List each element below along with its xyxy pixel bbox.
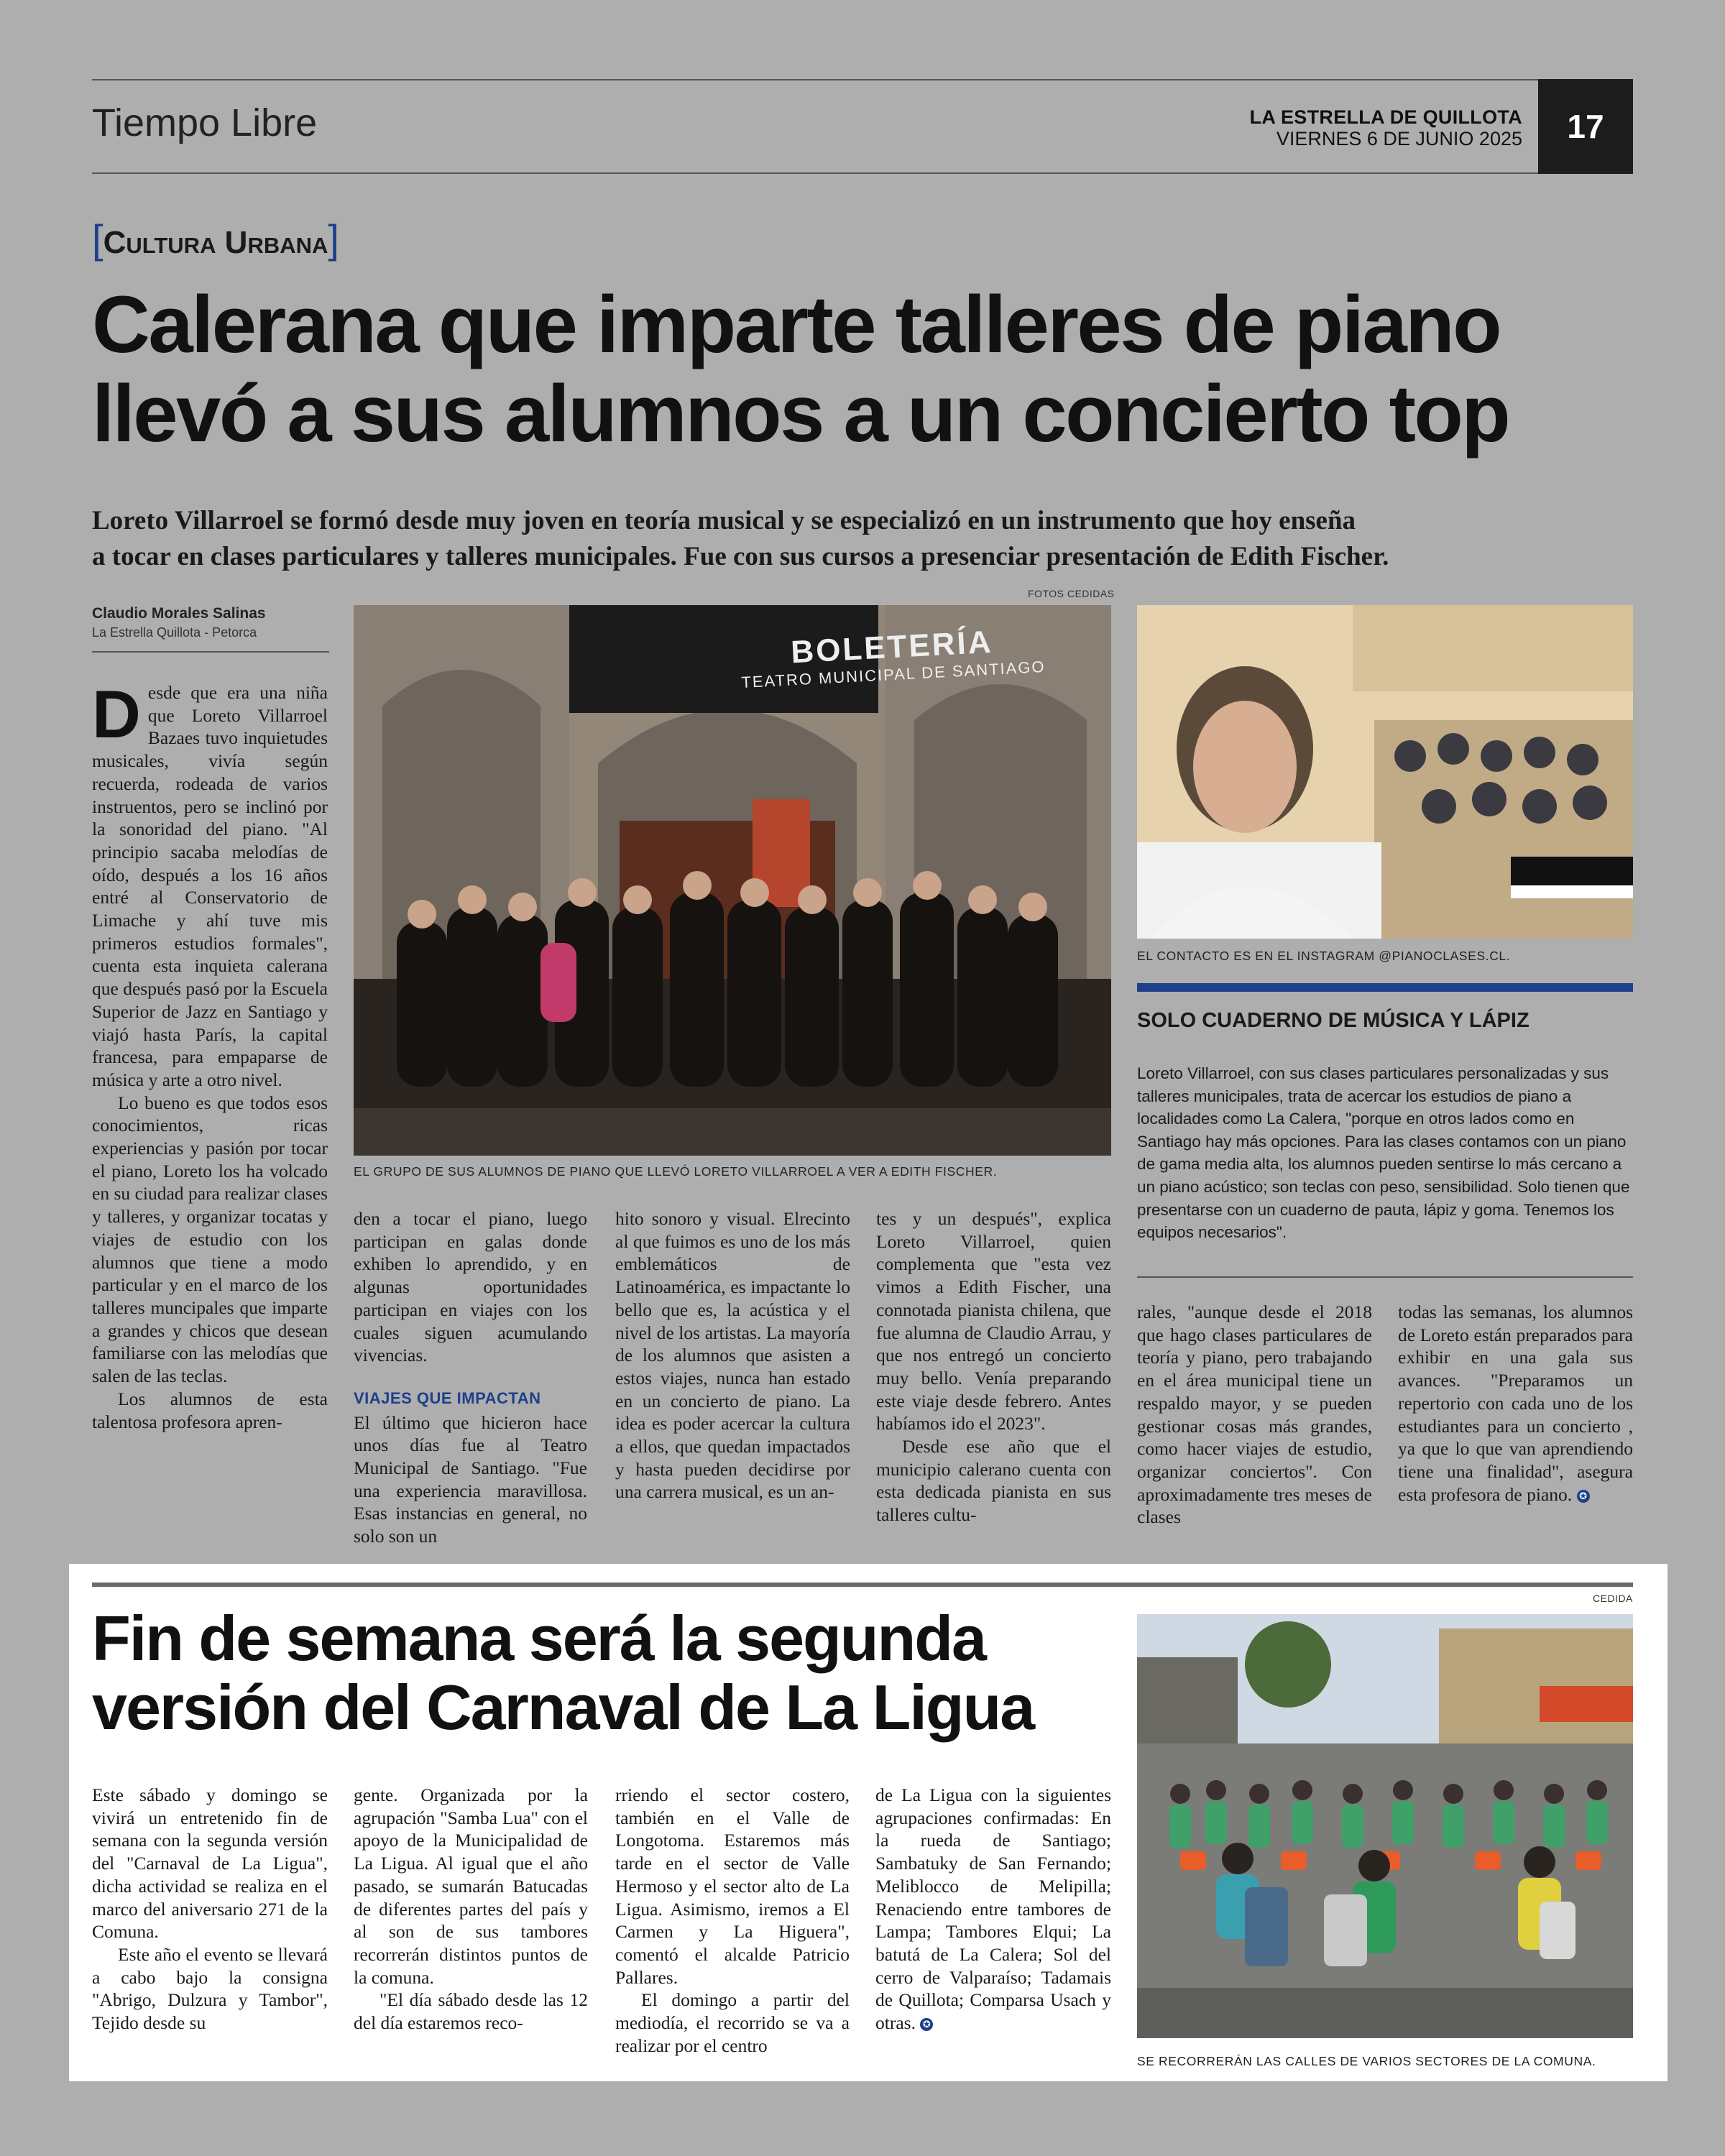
article2-paragraph	[875, 1784, 1111, 2035]
drummers-parade-illustration	[1137, 1614, 1633, 2038]
article2-paragraph: Este año el evento se llevará a cabo bajo la consigna "Abrigo, Dulzura y Tambor", Tejido desde su	[92, 1943, 328, 2034]
article2-paragraph: rriendo el sector costero, también en el Valle de Longotoma. Estaremos más tarde en el sector de Valle Hermoso y el sector alto de La Ligua. Asimismo, iremos a El Carmen y La Higuera", comentó el alcalde Patricio Pallares.	[615, 1784, 850, 1988]
article2-paragraph: El domingo a partir del mediodía, el recorrido se va a realizar por el centro	[615, 1989, 850, 2056]
section-title: Tiempo Libre	[92, 101, 318, 144]
article2-headline-line-2: versión del Carnaval de La Ligua	[92, 1672, 1034, 1743]
insert-top-rule	[92, 1583, 1633, 1587]
article1-column-4	[876, 1207, 1111, 1526]
photo-credit: FOTOS CEDIDAS	[1028, 588, 1115, 599]
article1-paragraph: Desde ese año que el municipio calerano cuenta con esta dedicada pianista en sus talleres cultu-	[876, 1436, 1111, 1526]
teacher-photo-caption: EL CONTACTO ES EN EL INSTAGRAM @PIANOCLASES.CL.	[1137, 949, 1511, 963]
carnaval-insert	[69, 1564, 1668, 2081]
boleteria-sign	[725, 607, 1060, 717]
carnaval-photo	[1137, 1614, 1633, 2038]
article1-column-5	[1137, 1301, 1372, 1529]
article2-paragraph: "El día sábado desde las 12 del día estaremos reco-	[354, 1989, 588, 2034]
sidebar-box-title: SOLO CUADERNO DE MÚSICA Y LÁPIZ	[1137, 1009, 1530, 1032]
article1-paragraph: Lo bueno es que todos esos conocimientos, ricas experiencias y pasión por tocar el piano, Loreto los ha volcado en su ciudad para realizar clases y talleres, y organizar tocatas y viajes de estudio con los alumnos que tiene a modo particular y en el marco de los talleres muncipales que imparte a grandes y chicos que desean familiarse con las melodías que salen de las teclas.	[92, 1092, 328, 1387]
headline-line-1: Calerana que imparte talleres de piano	[92, 280, 1501, 369]
article1-paragraph: tes y un después", explica Loreto Villarroel, quien complementa que "esta vez vimos a Edith Fischer, una connotada pianista chilena, que fue alumna de Claudio Arrau, y que nos entregó un concierto muy bello. Venía preparando este viaje desde febrero. Antes habíamos ido el 2023".	[876, 1208, 1111, 1434]
header-bottom-rule	[92, 172, 1538, 174]
headline-line-2: llevó a sus alumnos a un concierto top	[92, 369, 1509, 459]
kicker-bracket-close: ]	[328, 216, 339, 262]
article1-paragraph: El último que hicieron hace unos días fue al Teatro Municipal de Santiago. "Fue una experiencia maravillosa. Esas instancias en general, no solo son un	[354, 1411, 587, 1547]
author-name: Claudio Morales Salinas	[92, 605, 266, 622]
article1-column-3	[615, 1207, 850, 1503]
article1-column-1	[92, 676, 328, 1433]
sign-line-1: BOLETERÍA	[790, 624, 994, 671]
article1-deck	[92, 503, 1637, 575]
article2-column-2	[354, 1784, 588, 2035]
sidebar-box-text: Loreto Villarroel, con sus clases particulares personalizadas y sus talleres municipales, trata de acercar los estudios de piano a localidades como La Calera, "porque en otros lados como en Santiago hay más opciones. Para las clases contamos con un piano de gama media alta, los alumnos pueden sentirse lo más cercano a un piano acústico; son teclas con peso, sensibilidad. Solo tienen que presentarse con un cuaderno de pauta, lápiz y goma. Tenemos los equipos necesarios".	[1137, 1064, 1630, 1242]
article1-closing-text: todas las semanas, los alumnos de Loreto están preparados para exhibir en una gala sus avances. "Preparamos un repertorio con cada uno de los estudiantes para un concierto , ya que lo que van aprendiendo tiene una finalidad", asegura esta profesora de piano.	[1398, 1302, 1633, 1505]
end-mark-icon: ✪	[920, 2018, 933, 2031]
article1-paragraph	[1398, 1301, 1633, 1506]
article1-paragraph: esde que era una niña que Loreto Villarroel Bazaes tuvo inquietudes musicales, vivía según recuerda, rodeada de varios instruentos, pero se inclinó por la sonoridad del piano. "Al principio sacaba melodías de oído, después a los 16 años entré al Conservatorio de Limache y ahí tuve mis primeros estudios formales", cuenta esta inquieta calerana que después pasó por la Escuela Superior de Jazz en Santiago y viajó hasta París, la capital francesa, para empaparse de música y arte a otro nivel.	[92, 682, 328, 1090]
article1-headline	[92, 280, 1509, 459]
article1-paragraph: hito sonoro y visual. Elrecinto al que fuimos es uno de los más emblemáticos de Latinoamérica, es impactante lo bello que es, la acústica y el nivel de los artistas. La mayoría de los alumnos que asisten a estos viajes, nunca han estado en un concierto de piano. La idea es poder acercar la cultura a ellos, que quedan impactados y hasta pueden decidirse por una carrera musical, es un an-	[615, 1208, 850, 1503]
subhead-viajes: VIAJES QUE IMPACTAN	[354, 1388, 541, 1407]
article1-column-6	[1398, 1301, 1633, 1506]
byline-rule	[92, 651, 329, 653]
article2-column-1	[92, 1784, 328, 2035]
end-mark-icon: ✪	[1577, 1490, 1590, 1503]
teacher-photo	[1137, 605, 1633, 939]
article2-column-4	[875, 1784, 1111, 2035]
header-top-rule	[92, 79, 1633, 80]
paper-name: LA ESTRELLA DE QUILLOTA	[1249, 106, 1522, 128]
deck-line-1: Loreto Villarroel se formó desde muy joven en teoría musical y se especializó en un instrumento que hoy enseña	[92, 506, 1356, 535]
sidebar-box-bar	[1137, 983, 1633, 992]
kicker-label: Cultura Urbana	[103, 225, 328, 260]
group-photo-caption: EL GRUPO DE SUS ALUMNOS DE PIANO QUE LLEVÓ LORETO VILLARROEL A VER A EDITH FISCHER.	[354, 1164, 998, 1179]
article2-headline	[92, 1604, 1034, 1742]
article1-paragraph: Los alumnos de esta talentosa profesora apren-	[92, 1388, 328, 1432]
sidebar-box-rule	[1137, 1276, 1633, 1278]
deck-line-2: a tocar en clases particulares y talleres municipales. Fue con sus cursos a presenciar presentación de Edith Fischer.	[92, 542, 1389, 571]
article2-photo-credit: CEDIDA	[1593, 1593, 1633, 1604]
carnaval-photo-caption: SE RECORRERÁN LAS CALLES DE VARIOS SECTORES DE LA COMUNA.	[1137, 2054, 1596, 2068]
article1-paragraph: rales, "aunque desde el 2018 que hago clases particulares de teoría y piano, pero trabajando en el área municipal tiene un respaldo mayor, y se pueden gestionar cosas más grandes, como hacer viajes de estudio, organizar conciertos". Con aproximadamente tres meses de clases	[1137, 1302, 1372, 1528]
article2-closing-text: de La Ligua con la siguientes agrupaciones confirmadas: En la rueda de Santiago; Sambatuky de San Fernando; Meliblocco de Melipilla; Renaciendo entre tambores de Lampa; Tambores Elqui; La batutá de La Calera; Sol del cerro de Valparaíso; Tadamais de Quillota; Comparsa Usach y otras.	[875, 1784, 1111, 2034]
article2-headline-line-1: Fin de semana será la segunda	[92, 1603, 985, 1674]
article2-paragraph: Este sábado y domingo se vivirá un entretenido fin de semana con la segunda versión del "Carnaval de La Ligua", dicha actividad se realiza en el marco del aniversario 271 de la Comuna.	[92, 1784, 328, 1943]
group-photo	[354, 605, 1111, 1156]
article2-column-3	[615, 1784, 850, 2057]
classroom-selfie-illustration	[1137, 605, 1633, 939]
sign-line-2: TEATRO MUNICIPAL DE SANTIAGO	[740, 657, 1046, 692]
kicker-bracket-open: [	[92, 216, 104, 262]
author-affiliation: La Estrella Quillota - Petorca	[92, 625, 257, 640]
issue-date: VIERNES 6 DE JUNIO 2025	[1276, 128, 1522, 149]
page-number: 17	[1538, 79, 1633, 174]
article2-paragraph: gente. Organizada por la agrupación "Samba Lua" con el apoyo de la Municipalidad de La Ligua. Al igual que el año pasado, se sumarán Batucadas de diferentes partes del país y al son de sus tambores recorrerán distintos puntos de la comuna.	[354, 1784, 588, 1988]
dropcap: D	[92, 676, 141, 752]
article1-column-2	[354, 1207, 587, 1548]
article1-paragraph: den a tocar el piano, luego participan en galas donde exhiben lo aprendido, y en algunas oportunidades participan en viajes con los cuales siguen acumulando vivencias.	[354, 1208, 587, 1366]
kicker	[92, 216, 339, 262]
